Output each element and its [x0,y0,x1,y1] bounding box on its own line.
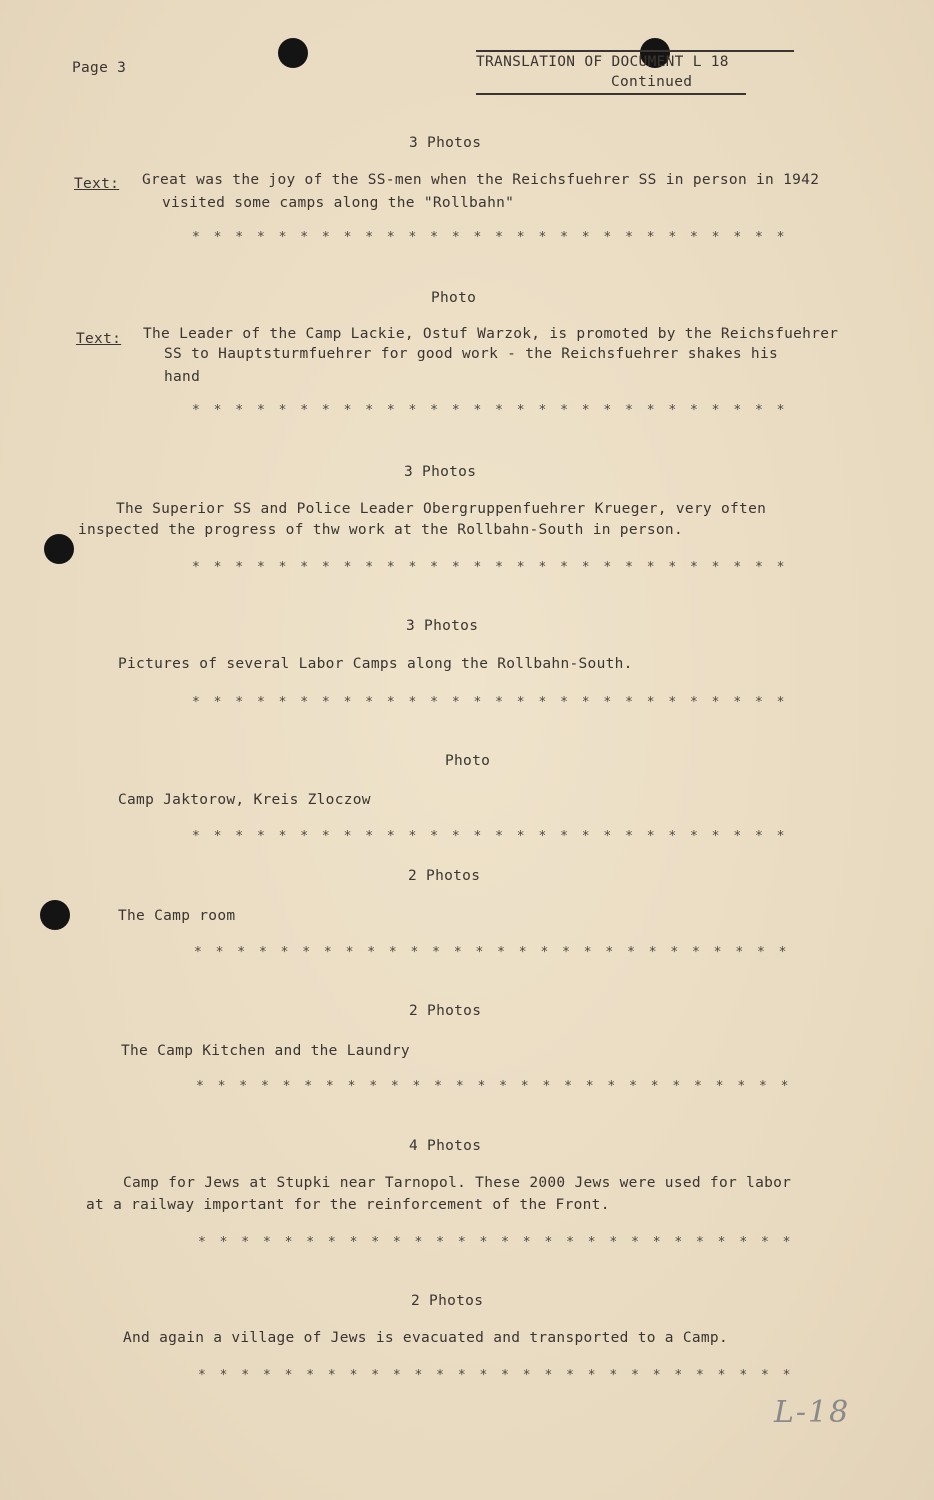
separator-stars: * * * * * * * * * * * * * * * * * * * * * * * * * * * * [196,1079,792,1094]
separator-stars: * * * * * * * * * * * * * * * * * * * * * * * * * * * * [192,403,788,418]
separator-stars: * * * * * * * * * * * * * * * * * * * * * * * * * * * * [194,945,790,960]
punch-hole-left-lower [40,900,70,930]
separator-stars: * * * * * * * * * * * * * * * * * * * * * * * * * * * * [192,230,788,245]
title-underline [476,93,746,95]
separator-stars: * * * * * * * * * * * * * * * * * * * * * * * * * * * * [192,560,788,575]
handwritten-document-mark: L-18 [774,1395,851,1430]
text-label: Text: [76,331,122,347]
title-overline [476,50,794,52]
page-label: Page 3 [72,60,127,76]
section-text-line: The Camp Kitchen and the Laundry [121,1043,410,1059]
section-heading: Photo [445,753,491,769]
document-subtitle: Continued [611,74,693,90]
section-text-line: inspected the progress of thw work at the Rollbahn-South in person. [78,522,683,538]
section-text-line: Great was the joy of the SS-men when the Reichsfuehrer SS in person in 1942 [142,172,820,188]
text-label: Text: [74,176,120,192]
section-heading: 2 Photos [411,1293,484,1309]
section-text-line: visited some camps along the "Rollbahn" [162,195,515,211]
section-heading: 2 Photos [409,1003,482,1019]
section-text-line: The Leader of the Camp Lackie, Ostuf Warzok, is promoted by the Reichsfuehrer [143,326,839,342]
section-heading: Photo [431,290,477,306]
section-text-line: And again a village of Jews is evacuated and transported to a Camp. [123,1330,728,1346]
section-heading: 2 Photos [408,868,481,884]
section-text-line: Camp Jaktorow, Kreis Zloczow [118,792,371,808]
section-text-line: The Superior SS and Police Leader Obergruppenfuehrer Krueger, very often [116,501,767,517]
section-heading: 3 Photos [409,135,482,151]
section-text-line: hand [164,369,201,385]
separator-stars: * * * * * * * * * * * * * * * * * * * * * * * * * * * * [192,695,788,710]
section-heading: 4 Photos [409,1138,482,1154]
section-text-line: at a railway important for the reinforcement of the Front. [86,1197,610,1213]
section-text-line: The Camp room [118,908,236,924]
separator-stars: * * * * * * * * * * * * * * * * * * * * * * * * * * * * [192,829,788,844]
separator-stars: * * * * * * * * * * * * * * * * * * * * * * * * * * * * [198,1235,794,1250]
punch-hole-left-upper [44,534,74,564]
section-text-line: Pictures of several Labor Camps along the Rollbahn-South. [118,656,633,672]
punch-hole-top [278,38,308,68]
separator-stars: * * * * * * * * * * * * * * * * * * * * * * * * * * * * [198,1368,794,1383]
section-heading: 3 Photos [406,618,479,634]
section-text-line: SS to Hauptsturmfuehrer for good work - the Reichsfuehrer shakes his [164,346,779,362]
section-heading: 3 Photos [404,464,477,480]
section-text-line: Camp for Jews at Stupki near Tarnopol. These 2000 Jews were used for labor [123,1175,792,1191]
document-title: TRANSLATION OF DOCUMENT L 18 [476,54,729,70]
